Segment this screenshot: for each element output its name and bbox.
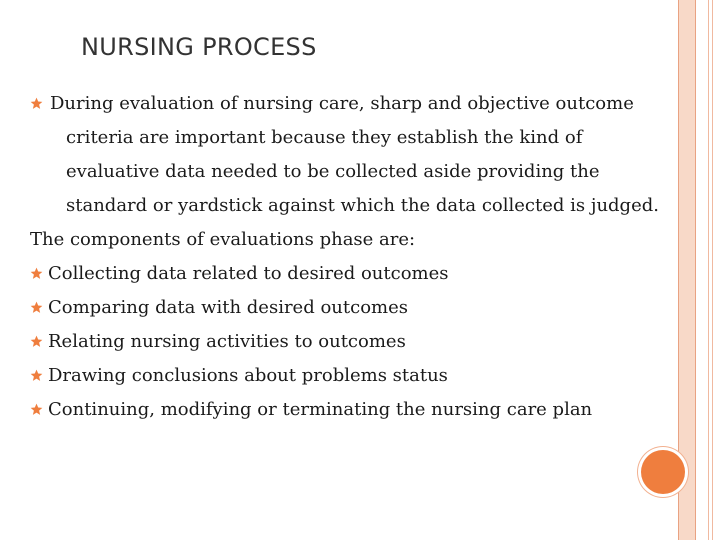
border-line: [695, 0, 696, 540]
border-line: [708, 0, 709, 540]
orange-circle-decoration: [641, 450, 685, 494]
slide-title: NURSING PROCESS: [81, 33, 317, 61]
border-line: [712, 0, 713, 540]
list-item-text: Drawing conclusions about problems status: [48, 365, 448, 386]
list-item: [30, 359, 670, 393]
list-item: [30, 393, 670, 427]
star-bullet-icon: [30, 267, 43, 280]
star-bullet-icon: [30, 369, 43, 382]
star-bullet-icon: [30, 97, 43, 110]
star-bullet-icon: [30, 403, 43, 416]
list-item-text: Comparing data with desired outcomes: [48, 297, 408, 318]
intro-line: standard or yardstick against which the data collected is judged.: [66, 195, 659, 216]
components-list: [30, 257, 670, 427]
intro-paragraph: [30, 87, 670, 223]
list-item: [30, 257, 670, 291]
components-heading: The components of evaluations phase are:: [30, 229, 416, 250]
intro-line: During evaluation of nursing care, sharp and objective outcome: [50, 93, 634, 114]
list-item-text: Collecting data related to desired outcomes: [48, 263, 449, 284]
list-item: [30, 325, 670, 359]
list-item-text: Continuing, modifying or terminating the nursing care plan: [48, 399, 593, 420]
intro-line: criteria are important because they establish the kind of: [66, 127, 583, 148]
list-item: [30, 291, 670, 325]
star-bullet-icon: [30, 335, 43, 348]
intro-line: evaluative data needed to be collected aside providing the: [66, 161, 600, 182]
slide-content: [30, 87, 670, 427]
star-bullet-icon: [30, 301, 43, 314]
list-item-text: Relating nursing activities to outcomes: [48, 331, 406, 352]
